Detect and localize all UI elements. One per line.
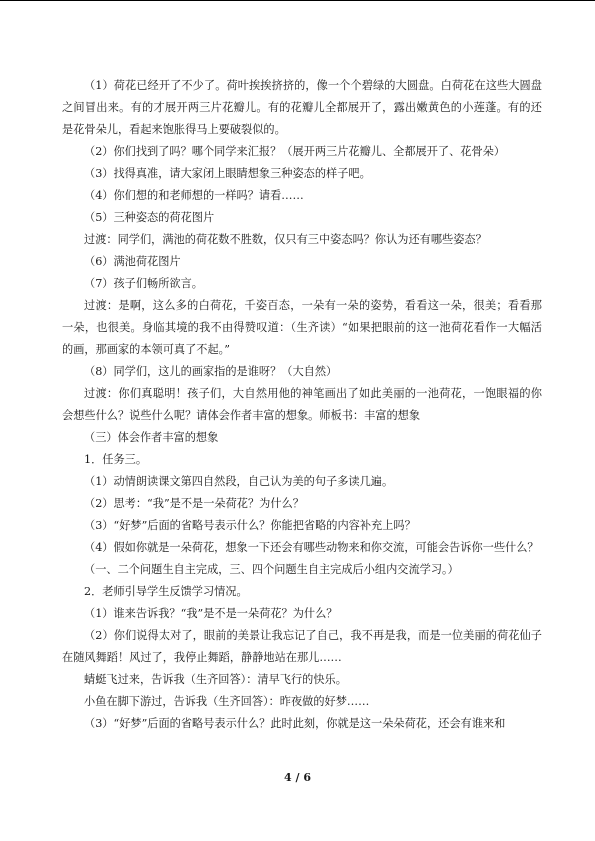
section-heading: （三）体会作者丰富的想象 (84, 431, 219, 444)
paragraph: （3）“好梦”后面的省略号表示什么？你能把省略的内容补充上吗？ (84, 519, 416, 532)
paragraph: （1）动情朗读课文第四自然段，自己认为美的句子多读几遍。 (84, 475, 394, 488)
paragraph: （3）找得真准，请大家闭上眼睛想象三种姿态的样子吧。 (84, 167, 371, 180)
paragraph: 2．老师引导学生反馈学习情况。 (84, 585, 248, 598)
paragraph: 过渡：是啊，这么多的白荷花，千姿百态，一朵有一朵的姿势，看看这一朵，很美；看看那一朵，也很美。身临其境的我不由得赞叹道：（生齐读）“如果把眼前的这一池荷花看作一大幅活的画，那画家的本领可真了不起。” (62, 299, 542, 356)
paragraph: 小鱼在脚下游过，告诉我（生齐回答）：昨夜做的好梦…… (84, 695, 370, 708)
document-body (62, 75, 542, 735)
paragraph: （2）你们说得太对了，眼前的美景让我忘记了自己，我不再是我，而是一位美丽的荷花仙子在随风舞蹈！风过了，我停止舞蹈，静静地站在那儿…… (62, 629, 542, 664)
paragraph: 蜻蜓飞过来，告诉我（生齐回答）：清早飞行的快乐。 (84, 673, 347, 686)
paragraph: （7）孩子们畅所欲言。 (84, 277, 203, 290)
paragraph: （4）假如你就是一朵荷花，想象一下还会有哪些动物来和你交流，可能会告诉你一些什么？ (84, 541, 539, 554)
paragraph: （6）满池荷花图片 (84, 255, 181, 268)
top-border-line (0, 0, 595, 1)
paragraph: （1）荷花已经开了不少了。荷叶挨挨挤挤的，像一个个碧绿的大圆盘。白荷花在这些大圆盘之间冒出来。有的才展开两三片花瓣儿。有的花瓣儿全都展开了，露出嫩黄色的小莲蓬。有的还是花骨朵儿，看起来饱胀得马上要破裂似的。 (62, 79, 542, 136)
paragraph: 过渡：你们真聪明！孩子们，大自然用他的神笔画出了如此美丽的一池荷花，一饱眼福的你会想些什么？说些什么呢？请体会作者丰富的想象。师板书：丰富的想象 (62, 387, 542, 422)
paragraph: （1）谁来告诉我？“我”是不是一朵荷花？为什么？ (84, 607, 338, 620)
paragraph: （3）“好梦”后面的省略号表示什么？此时此刻，你就是这一朵朵荷花，还会有谁来和 (84, 717, 506, 730)
page-number: 4 / 6 (284, 771, 311, 784)
paragraph: （一、二个问题生自主完成，三、四个问题生自主完成后小组内交流学习。） (84, 563, 459, 576)
paragraph: （2）思考：“我”是不是一朵荷花？为什么？ (84, 497, 304, 510)
paragraph: 过渡：同学们，满池的荷花数不胜数，仅只有三中姿态吗？你认为还有哪些姿态？ (84, 233, 487, 246)
paragraph: （4）你们想的和老师想的一样吗？请看…… (84, 189, 304, 202)
paragraph: （8）同学们，这儿的画家指的是谁呀？（大自然） (84, 365, 338, 378)
paragraph: （5）三种姿态的荷花图片 (84, 211, 215, 224)
paragraph: （2）你们找到了吗？哪个同学来汇报？（展开两三片花瓣儿、全都展开了、花骨朵） (84, 145, 506, 158)
paragraph: 1．任务三。 (84, 453, 148, 466)
